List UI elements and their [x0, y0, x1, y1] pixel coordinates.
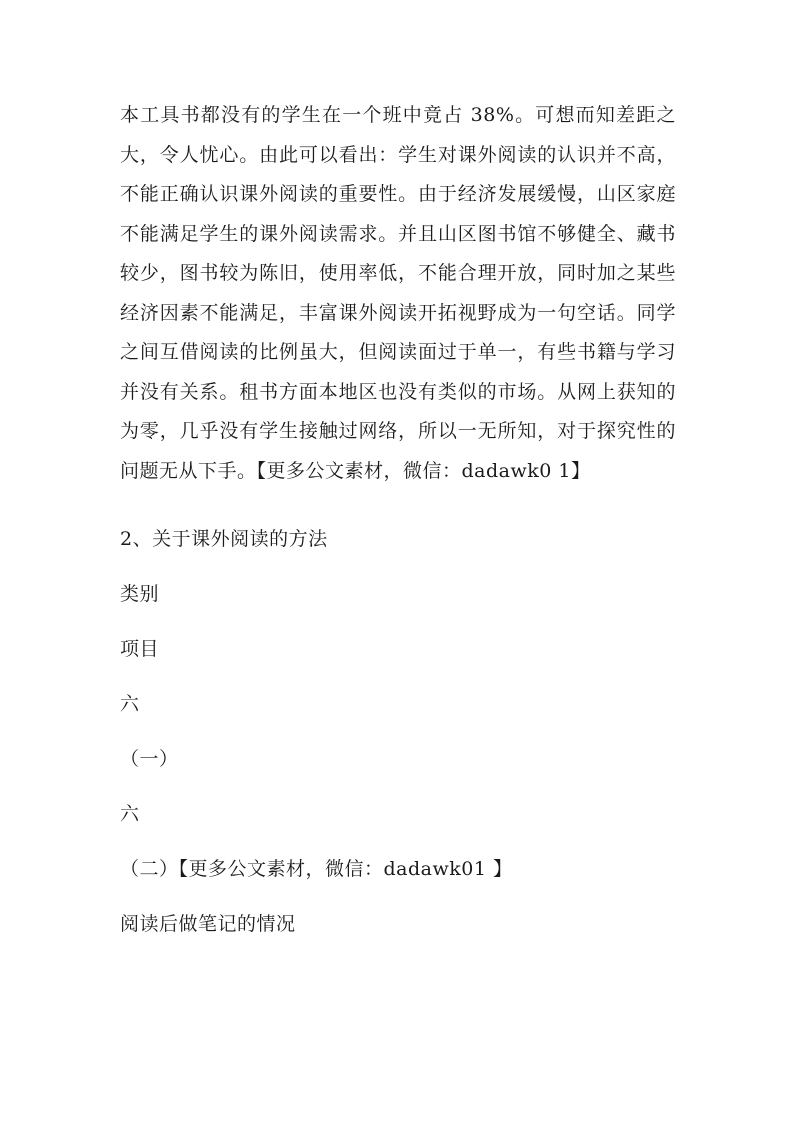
table-cell-grade-six: 六: [120, 693, 140, 715]
section-heading: 2、关于课外阅读的方法: [120, 528, 328, 550]
table-cell-class-one: （一）: [120, 748, 179, 770]
table-label-item: 项目: [120, 638, 160, 660]
table-cell-grade-six-second: 六: [120, 803, 140, 825]
table-cell-class-two: （二）【更多公文素材，微信：dadawk01 】: [120, 858, 513, 880]
table-label-notes: 阅读后做笔记的情况: [120, 913, 296, 935]
table-label-category: 类别: [120, 583, 160, 605]
document-body: [120, 96, 676, 938]
body-paragraph: 本工具书都没有的学生在一个班中竟占 38%。可想而知差距之大，令人忧心。由此可以看出：学生对课外阅读的认识并不高，不能正确认识课外阅读的重要性。由于经济发展缓慢，山区家庭不能满足学生的课外阅读需求。并且山区图书馆不够健全、藏书较少，图书较为陈旧，使用率低，不能合理开放，同时加之某些经济因素不能满足，丰富课外阅读开拓视野成为一句空话。同学之间互借阅读的比例虽大，但阅读面过于单一，有些书籍与学习并没有关系。租书方面本地区也没有类似的市场。从网上获知的为零，几乎没有学生接触过网络，所以一无所知，对于探究性的问题无从下手。【更多公文素材，微信：dadawk0 1】: [120, 104, 676, 482]
